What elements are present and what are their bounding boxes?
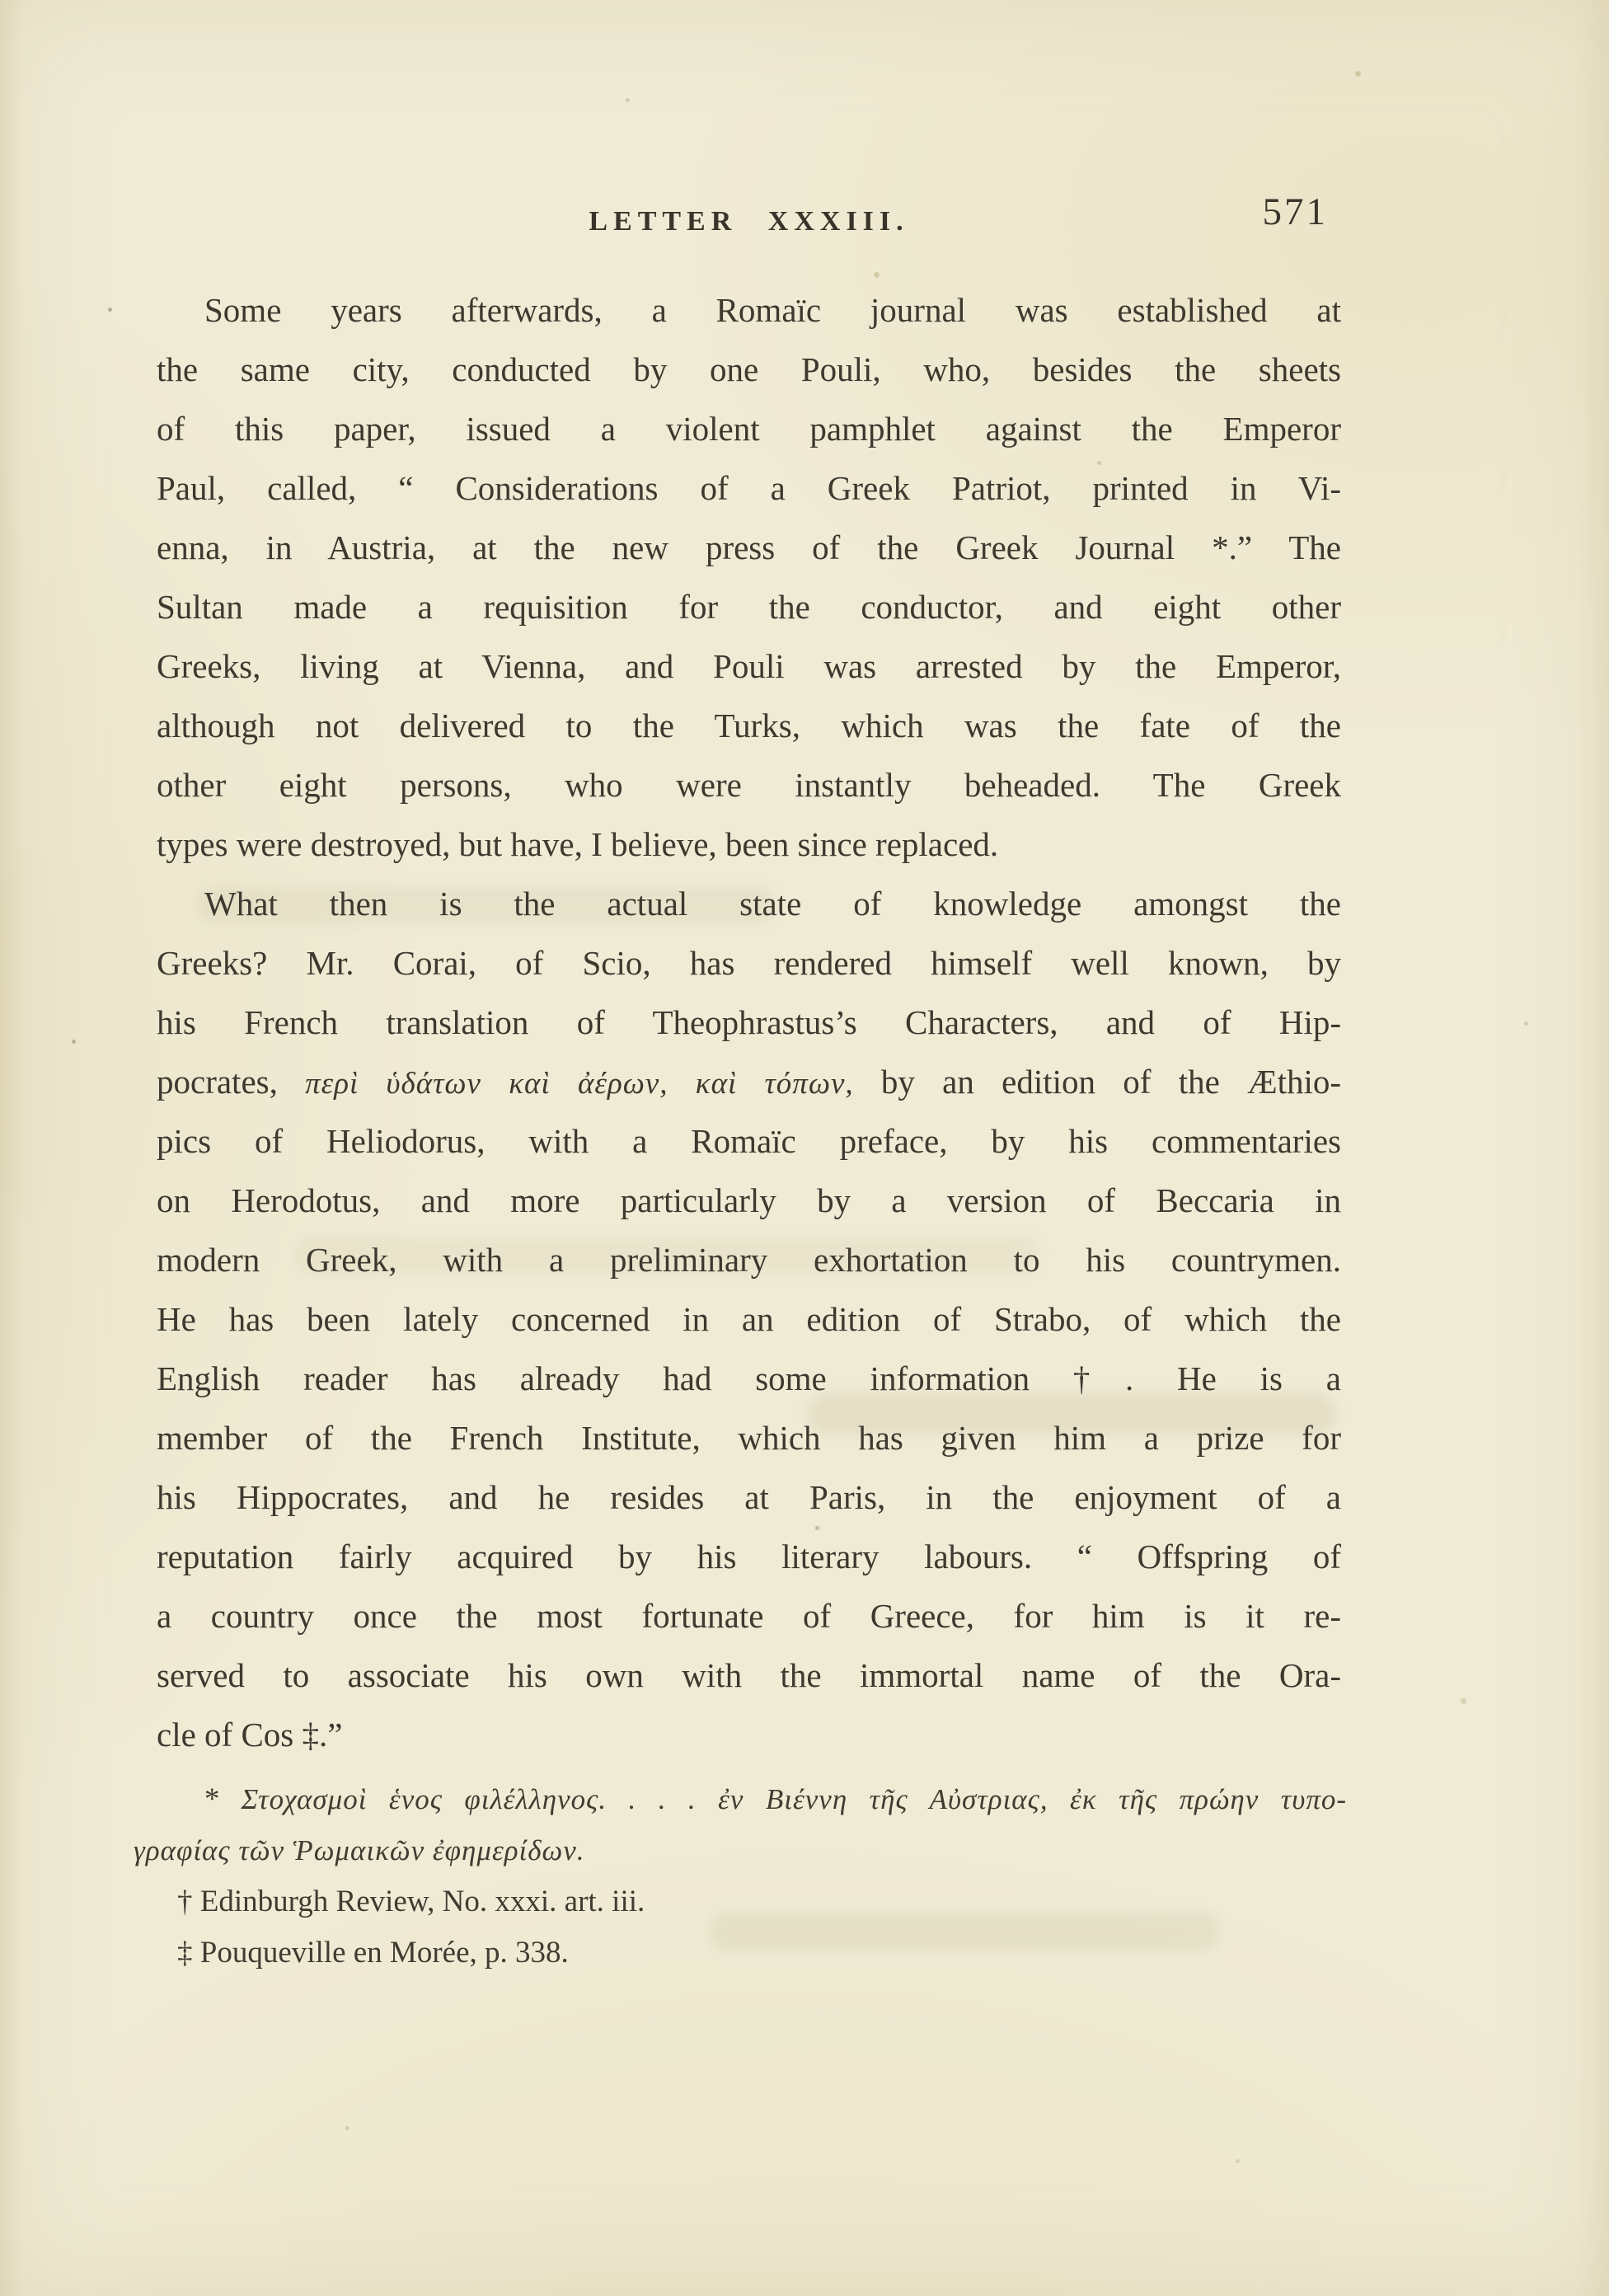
footnote-text: Pouqueville en Morée, p. 338. xyxy=(199,1936,569,1970)
footnote-2 xyxy=(134,1876,1347,1927)
footnote-marker-double-dagger: ‡ xyxy=(177,1936,193,1970)
body-text xyxy=(157,280,1341,1764)
footnote-3 xyxy=(134,1927,1347,1979)
text-line: reputation fairly acquired by his literary labours. “ Offspring of xyxy=(157,1538,1341,1575)
text-line: other eight persons, who were instantly beheaded. The Greek xyxy=(157,766,1341,804)
text-line: He has been lately concerned in an edition of Strabo, of which the xyxy=(157,1300,1341,1338)
text-line: a country once the most fortunate of Greece, for him is it re- xyxy=(157,1597,1341,1635)
paper-specks xyxy=(0,0,2,2)
footnote-marker-asterisk: * xyxy=(204,1782,220,1816)
text-line: Some years afterwards, a Romaïc journal was established at xyxy=(204,291,1341,329)
text-line: Sultan made a requisition for the conductor, and eight other xyxy=(157,588,1341,626)
text-line: modern Greek, with a preliminary exhortation to his countrymen. xyxy=(157,1241,1341,1279)
text-line: although not delivered to the Turks, which was the fate of the xyxy=(157,707,1341,744)
text-line: Paul, called, “ Considerations of a Greek Patriot, printed in Vi- xyxy=(157,469,1341,507)
text-line: his French translation of Theophrastus’s Characters, and of Hip- xyxy=(157,1003,1341,1041)
running-header xyxy=(157,190,1341,247)
page-number: 571 xyxy=(1262,190,1328,233)
text-line: cle of Cos ‡.” xyxy=(157,1716,343,1754)
footnote-1-line-2 xyxy=(134,1825,1347,1876)
text-line: enna, in Austria, at the new press of the Greek Journal *.” The xyxy=(157,528,1341,566)
text-line: English reader has already had some information †. He is a xyxy=(157,1359,1341,1397)
text-line: his Hippocrates, and he resides at Paris, in the enjoyment of a xyxy=(157,1478,1341,1516)
text-line: member of the French Institute, which has given him a prize for xyxy=(157,1419,1341,1457)
footnote-1-line-1 xyxy=(134,1774,1347,1825)
text-line: served to associate his own with the immortal name of the Ora- xyxy=(157,1656,1341,1694)
header-title: LETTER XXXIII. xyxy=(589,206,909,237)
text-line-with-greek xyxy=(157,1052,1341,1111)
text-line: types were destroyed, but have, I believe, been since replaced. xyxy=(157,825,999,863)
line-suffix: by an edition of the Æthio- xyxy=(880,1063,1341,1101)
footnote-greek-text: γραφίας τῶν Ῥωμαικῶν ἐφημερίδων. xyxy=(134,1834,585,1866)
text-line: the same city, conducted by one Pouli, who, besides the sheets xyxy=(157,350,1341,388)
paragraph-2 xyxy=(157,874,1341,1764)
footnote-text: Edinburgh Review, No. xxxi. art. iii. xyxy=(199,1885,645,1918)
text-line: Greeks? Mr. Corai, of Scio, has rendered himself well known, by xyxy=(157,944,1341,982)
text-line: on Herodotus, and more particularly by a version of Beccaria in xyxy=(157,1181,1341,1219)
paragraph-1 xyxy=(157,280,1341,874)
text-line: Greeks, living at Vienna, and Pouli was arrested by the Emperor, xyxy=(157,647,1341,685)
text-line: of this paper, issued a violent pamphlet against the Emperor xyxy=(157,410,1341,448)
greek-phrase: περὶ ὑδάτων καὶ ἀέρων, καὶ τόπων, xyxy=(305,1067,854,1101)
footnote-marker-dagger: † xyxy=(177,1885,193,1918)
text-line: pics of Heliodorus, with a Romaïc preface, by his commentaries xyxy=(157,1122,1341,1160)
footnote-greek-text: Στοχασμοὶ ἑνος φιλέλληνος. . . . ἐν Βιέννη τῆς Αὐστριας, ἐκ τῆς πρώην τυπο- xyxy=(241,1783,1347,1815)
text-line: What then is the actual state of knowledge amongst the xyxy=(204,885,1341,923)
line-prefix: pocrates, xyxy=(157,1063,278,1101)
footnotes xyxy=(134,1774,1347,1979)
